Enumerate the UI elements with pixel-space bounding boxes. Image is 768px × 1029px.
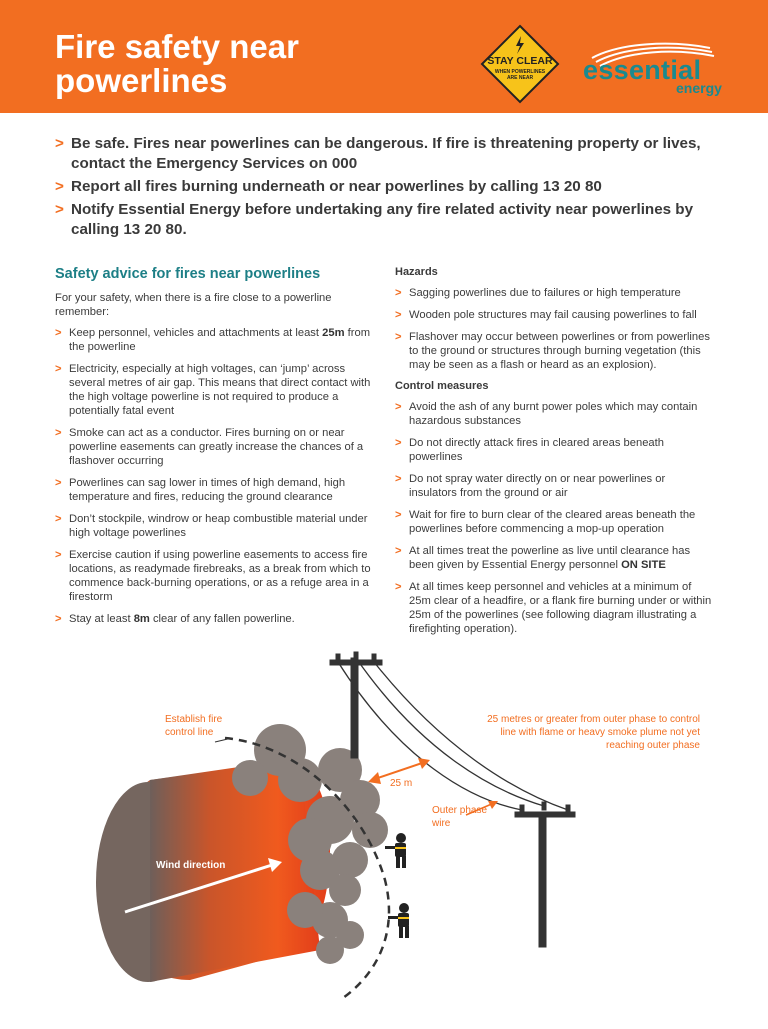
arrow-icon: > [395,581,402,593]
arrow-icon: > [55,427,62,439]
list-item: > Do not directly attack fires in cleared areas beneath powerlines [395,437,664,463]
arrow-icon: > [55,201,64,218]
list-item: > Stay at least 8m clear of any fallen powerline. [55,613,295,625]
arrow-icon: > [55,327,62,339]
arrow-icon: > [55,135,64,152]
list-item: > Avoid the ash of any burnt power poles which may contain hazardous substances [395,401,698,427]
intro-item: > Be safe. Fires near powerlines can be dangerous. If fire is threatening property or lives, contact the Emergency Services on 000 [55,135,701,172]
safety-advice-column [55,266,375,634]
arrow-icon: > [55,477,62,489]
sign-line-3: ARE NEAR [506,75,534,81]
arrow-icon: > [395,331,402,343]
list-item: > Wooden pole structures may fail causing powerlines to fall [395,309,697,321]
arrow-icon: > [55,513,62,525]
arrow-icon: > [395,509,402,521]
power-pole-right [515,802,575,947]
sign-line-2: WHEN POWERLINES [494,69,546,75]
safety-advice-lead: For your safety, when there is a fire close to a powerline remember: [55,292,332,318]
wind-direction-label: Wind direction [156,860,226,871]
control-line-label: Establish fire control line [165,714,223,738]
safety-advice-list [55,326,375,626]
arrow-icon: > [395,545,402,557]
control-measures-heading: Control measures [395,380,489,392]
distance-arrowhead [368,772,381,784]
distance-label: 25 m [390,778,413,789]
hazards-list [395,286,715,372]
arrow-icon: > [55,178,64,195]
firefighter-icon [388,903,409,938]
safety-advice-heading: Safety advice for fires near powerlines [55,266,321,282]
list-item: > Exercise caution if using powerline easements to access fire locations, as readymade firebreaks, as a break from which to commence back-burning operations, or as a refuge area in a firestorm [55,549,371,603]
firefighter-icon [385,833,406,868]
list-item: > At all times treat the powerline as live until clearance has been given by Essential Energy personnel ON SITE [395,545,691,571]
arrow-icon: > [395,473,402,485]
arrow-icon: > [395,309,402,321]
arrow-icon: > [55,363,62,375]
header-banner [0,0,768,113]
outer-phase-label: Outer phase wire [432,805,488,829]
list-item: > Electricity, especially at high voltages, can ‘jump’ across several metres of air gap. This means that direct contact with the high voltage powerline is not required to produce a potentially fatal event [55,363,371,417]
arrow-icon: > [395,437,402,449]
sign-line-1: STAY CLEAR [487,55,553,67]
hazards-heading: Hazards [395,266,438,278]
arrow-icon: > [395,401,402,413]
list-item: > Keep personnel, vehicles and attachments at least 25m from the powerline [55,327,371,353]
list-item: > Sagging powerlines due to failures or high temperature [395,287,681,299]
intro-list [55,134,735,243]
list-item: > At all times keep personnel and vehicles at a minimum of 25m clear of a headfire, or a flank fire burning under or within 25m of the powerlines (see following diagram illustrating a firefighting operation). [395,581,712,635]
list-item: > Wait for fire to burn clear of the cleared areas beneath the powerlines before commencing a mop-up operation [395,509,696,535]
logo-subword: energy [676,80,722,96]
power-pole-left [330,652,382,758]
arrow-icon: > [395,287,402,299]
hazards-column [395,266,715,644]
list-item: > Powerlines can sag lower in times of high demand, high temperature and fires, reducing the ground clearance [55,477,346,503]
stay-clear-sign-icon [480,24,560,104]
list-item: > Smoke can act as a conductor. Fires burning on or near powerline easements can greatly increase the chances of a flashover occurring [55,427,364,467]
intro-item: > Report all fires burning underneath or near powerlines by calling 13 20 80 [55,178,602,195]
list-item: > Do not spray water directly on or near powerlines or insulators from the ground or air [395,473,666,499]
arrow-icon: > [55,613,62,625]
list-item: > Flashover may occur between powerlines or from powerlines to the ground or structures through burning vegetation (this may be seen as a flash or heard as an explosion). [395,331,710,371]
control-measures-list [395,400,715,636]
intro-item: > Notify Essential Energy before undertaking any fire related activity near powerlines by calling 13 20 80. [55,201,694,238]
page-title: Fire safety near powerlines [55,28,299,99]
list-item: > Don’t stockpile, windrow or heap combustible material under high voltage powerlines [55,513,368,539]
diagram-illustration [0,650,768,1024]
arrow-icon: > [55,549,62,561]
logo-wordmark: essential [583,55,702,85]
firefighting-diagram [0,650,768,1024]
clearance-note: 25 metres or greater from outer phase to control line with flame or heavy smoke plume not yet reaching outer phase [487,714,700,751]
